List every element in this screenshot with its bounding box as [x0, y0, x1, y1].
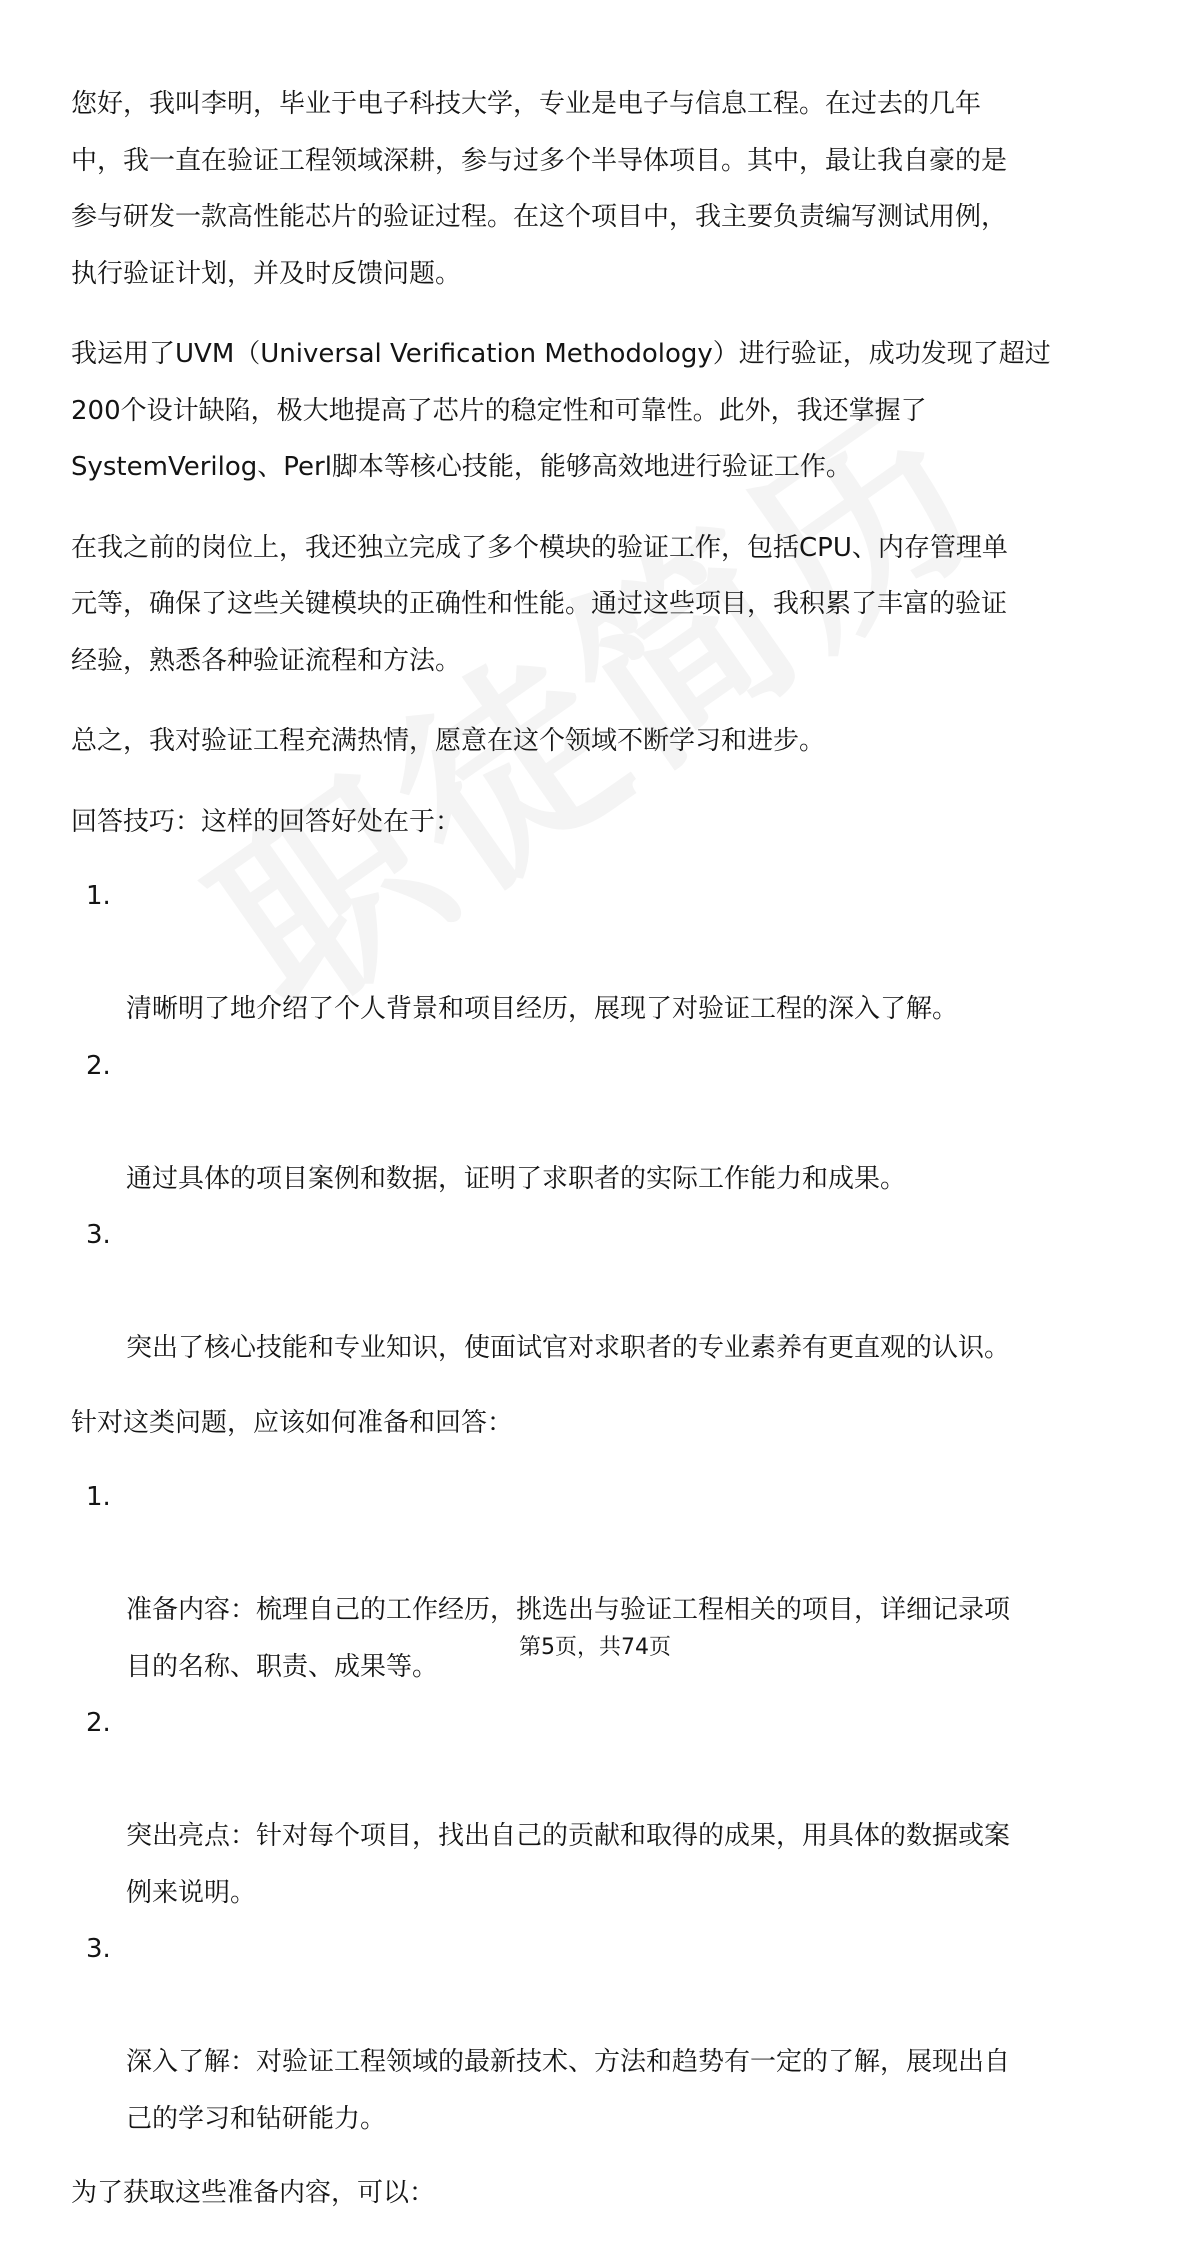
list-item-text: 清晰明了地介绍了个人背景和项目经历，展现了对验证工程的深入了解。 — [126, 994, 959, 1024]
paragraph-uvm: 我运用了UVM（Universal Verification Methodology）进行验证，成功发现了超过 200个设计缺陷，极大地提高了芯片的稳定性和可靠性。此外，我还掌握了 SystemVerilog、Perl脚本等核心技能，能够高效地进行验证工作。 — [71, 339, 1051, 482]
preparation-list — [71, 1469, 1121, 2147]
tips-list — [71, 868, 1121, 1377]
list-item-text: 深入了解：对验证工程领域的最新技术、方法和趋势有一定的了解，展现出自 己的学习和钻研能力。 — [126, 2047, 1011, 2134]
paragraph-modules: 在我之前的岗位上，我还独立完成了多个模块的验证工作，包括CPU、内存管理单 元等，确保了这些关键模块的正确性和性能。通过这些项目，我积累了丰富的验证 经验，熟悉各种验证流程和方法。 — [71, 532, 1008, 676]
list-item-text: 突出亮点：针对每个项目，找出自己的贡献和取得的成果，用具体的数据或案 例来说明。 — [126, 1821, 1011, 1908]
heading-obtain-content: 为了获取这些准备内容，可以： — [71, 2178, 436, 2208]
list-item-text: 突出了核心技能和专业知识，使面试官对求职者的专业素养有更直观的认识。 — [126, 1333, 1011, 1363]
list-number: 2. — [86, 1708, 111, 1738]
list-item-text: 通过具体的项目案例和数据，证明了求职者的实际工作能力和成果。 — [126, 1163, 907, 1194]
list-item — [71, 1921, 1121, 2147]
heading-preparation: 针对这类问题，应该如何准备和回答： — [71, 1407, 514, 1438]
page-number-footer: 第5页，共74页 — [519, 1635, 671, 1660]
document-body — [71, 76, 1121, 2246]
list-item-text: 准备内容：梳理自己的工作经历，挑选出与验证工程相关的项目，详细记录项 目的名称、职责、成果等。 — [126, 1595, 1011, 1682]
list-item — [71, 1207, 1121, 1377]
list-item — [71, 1469, 1121, 1695]
list-item — [71, 1038, 1121, 1208]
list-item — [71, 1695, 1121, 1921]
list-item — [71, 868, 1121, 1038]
list-number: 3. — [86, 1934, 111, 1964]
list-number: 1. — [86, 1482, 111, 1512]
list-number: 1. — [86, 881, 111, 911]
list-number: 2. — [86, 1050, 111, 1081]
list-number: 3. — [86, 1220, 111, 1250]
heading-answer-tips: 回答技巧：这样的回答好处在于： — [71, 806, 462, 837]
paragraph-intro: 您好，我叫李明，毕业于电子科技大学，专业是电子与信息工程。在过去的几年 中，我一直在验证工程领域深耕，参与过多个半导体项目。其中，最让我自豪的是 参与研发一款高性能芯片的验证过程。在这个项目中，我主要负责编写测试用例， 执行验证计划，并及时反馈问题。 — [71, 89, 1008, 289]
paragraph-summary: 总之，我对验证工程充满热情，愿意在这个领域不断学习和进步。 — [71, 726, 826, 756]
